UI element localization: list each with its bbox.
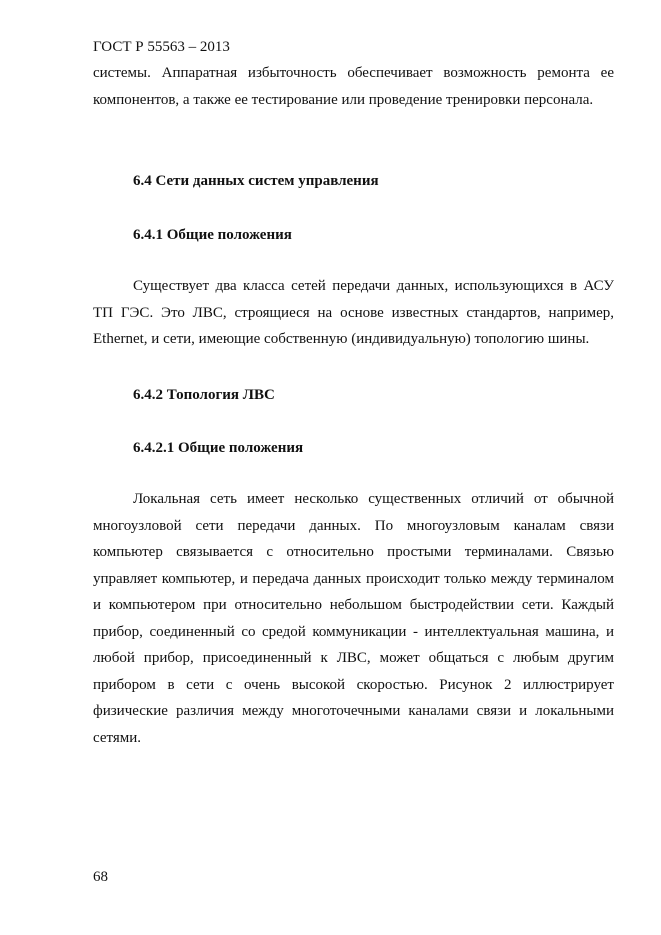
section-heading-6-4-2: 6.4.2 Топология ЛВС bbox=[133, 387, 275, 403]
section-heading-6-4-2-1: 6.4.2.1 Общие положения bbox=[133, 440, 304, 456]
paragraph-local-network: Локальная сеть имеет несколько существенных отличий от обычной многоузловой сети передачи данных. По многоузловым каналам связи компьютер связывается с относительно простыми терминалами. Связью управляет компьютер, и передача данных происходит только между терминалом и компьютером при относительно небольшом быстродействии сети. Каждый прибор, соединенный со средой коммуникации - интеллектуальная машина, и любой прибор, присоединенный к ЛВС, может общаться с любым другим прибором в сети с очень высокой скоростью. Рисунок 2 иллюстрирует физические различия между многоточечными каналами связи и локальными сетями. bbox=[93, 491, 614, 746]
paragraph-continuation: системы. Аппаратная избыточность обеспечивает возможность ремонта ее компонентов, а также ее тестирование или проведение тренировки персонала. bbox=[93, 65, 614, 108]
document-header: ГОСТ Р 55563 – 2013 bbox=[93, 39, 230, 55]
section-heading-6-4: 6.4 Сети данных систем управления bbox=[133, 173, 379, 189]
section-heading-6-4-1: 6.4.1 Общие положения bbox=[133, 227, 292, 243]
paragraph-network-classes: Существует два класса сетей передачи данных, использующихся в АСУ ТП ГЭС. Это ЛВС, строящиеся на основе известных стандартов, например, Ethernet, и сети, имеющие собственную (индивидуальную) топологию шины. bbox=[93, 278, 614, 347]
page-number: 68 bbox=[93, 869, 108, 885]
